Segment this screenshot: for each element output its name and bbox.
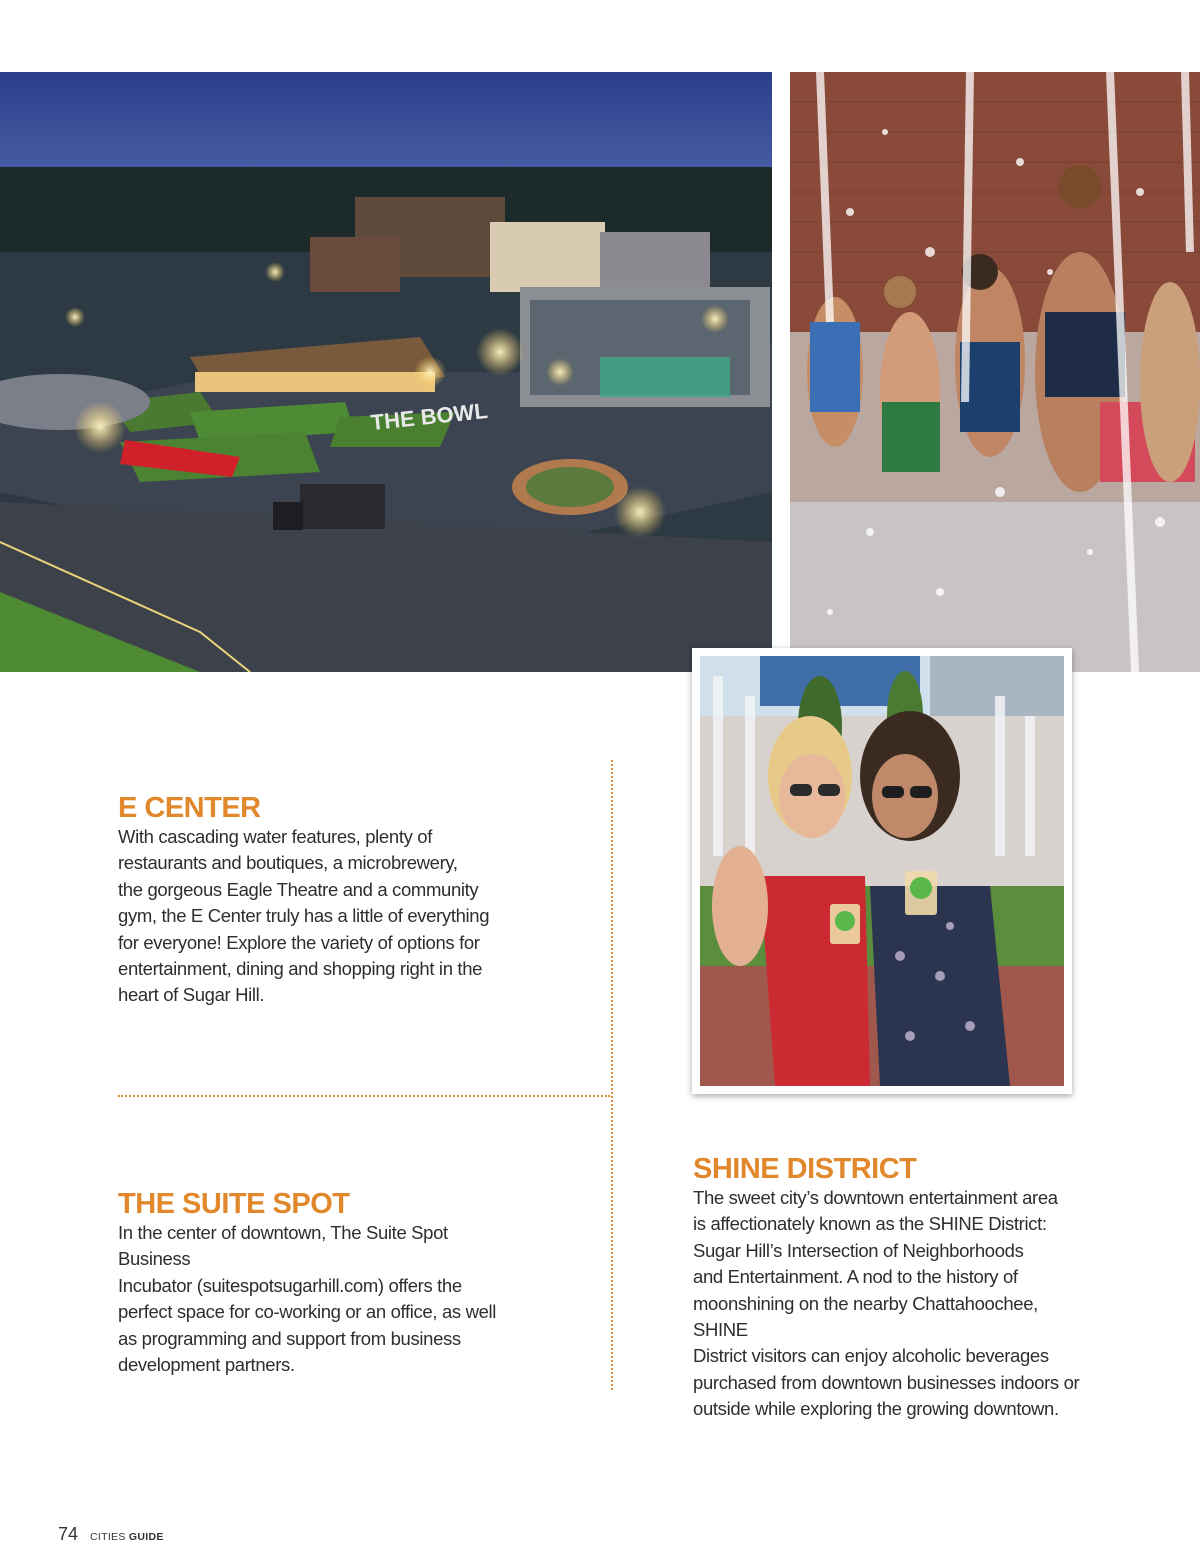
suite-spot-body <box>118 1220 518 1378</box>
body-line: The sweet city’s downtown entertainment area <box>693 1187 1058 1208</box>
body-line: and Entertainment. A nod to the history of <box>693 1266 1018 1288</box>
body-line: District visitors can enjoy alcoholic beverages <box>693 1345 1049 1367</box>
friends-with-drinks-photo <box>700 656 1064 1086</box>
publication-name <box>90 1531 164 1543</box>
body-line: the gorgeous Eagle Theatre and a community <box>118 878 479 900</box>
e-center-body <box>118 824 498 1009</box>
publication-name-bold: GUIDE <box>128 1531 164 1543</box>
body-line: development partners. <box>118 1354 295 1376</box>
body-line: moonshining on the nearby Chattahoochee, SHINE <box>693 1292 1038 1341</box>
horizontal-dotted-divider <box>118 1095 610 1097</box>
aerial-night-photo <box>0 72 772 672</box>
shine-district-heading: SHINE DISTRICT <box>693 1153 917 1185</box>
suite-spot-heading: THE SUITE SPOT <box>118 1188 350 1220</box>
body-line: perfect space for co-working or an office, as well <box>118 1301 497 1323</box>
shine-district-body <box>693 1185 1093 1423</box>
page-footer <box>58 1524 164 1548</box>
body-line: outside while exploring the growing downtown. <box>693 1398 1059 1420</box>
shine-district-section <box>693 1153 1093 1423</box>
suite-spot-section <box>118 1188 518 1378</box>
body-line: purchased from downtown businesses indoors or <box>693 1371 1080 1393</box>
body-line: restaurants and boutiques, a microbrewery, <box>118 852 458 874</box>
vertical-dotted-divider <box>611 760 613 1390</box>
publication-name-light: CITIES <box>90 1531 129 1543</box>
page-number: 74 <box>58 1524 79 1544</box>
body-line: In the center of downtown, The Suite Spot Business <box>118 1222 448 1270</box>
body-line: heart of Sugar Hill. <box>118 984 265 1006</box>
body-line: for everyone! Explore the variety of options for <box>118 931 480 953</box>
body-line: is affectionately known as the SHINE District: <box>693 1213 1047 1235</box>
body-line: Sugar Hill’s Intersection of Neighborhoods <box>693 1239 1024 1261</box>
e-center-heading: E CENTER <box>118 792 261 824</box>
body-line: With cascading water features, plenty of <box>118 826 433 847</box>
friends-photo-frame <box>692 648 1072 1094</box>
body-line: Incubator (suitespotsugarhill.com) offers the <box>118 1274 462 1296</box>
body-line: as programming and support from business <box>118 1327 461 1349</box>
body-line: entertainment, dining and shopping right in the <box>118 958 483 980</box>
e-center-section <box>118 792 498 1009</box>
the-bowl-sign: THE BOWL <box>369 397 489 436</box>
splash-fountain-photo <box>790 72 1200 672</box>
body-line: gym, the E Center truly has a little of everything <box>118 905 490 927</box>
